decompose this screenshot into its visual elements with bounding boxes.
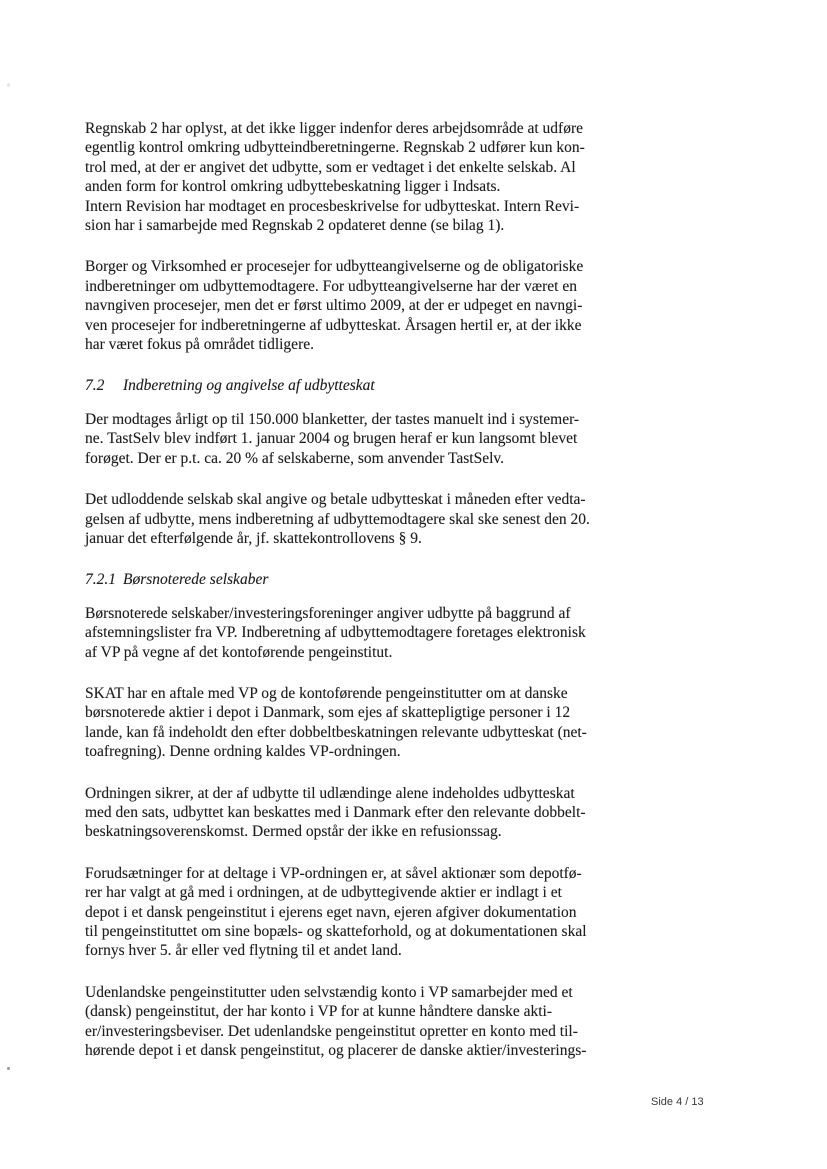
text-line: (dansk) pengeinstitut, der har konto i VP for at kunne håndtere danske akti- [85,1003,553,1021]
text-line: trol med, at der er angivet det udbytte, som er vedtaget i det enkelte selskab. Al [85,158,576,176]
section-heading [85,376,775,395]
paragraph [85,864,775,961]
text-line: ne. TastSelv blev indført 1. januar 2004 og brugen heraf er kun langsomt blevet [85,430,578,448]
paragraph [85,490,775,548]
text-line: sion har i samarbejde med Regnskab 2 opdateret denne (se bilag 1). [85,217,505,235]
text-line: SKAT har en aftale med VP og de kontoførende pengeinstitutter om at danske [85,684,568,702]
text-line: Regnskab 2 har oplyst, at det ikke ligger indenfor deres arbejdsområde at udføre [85,120,583,137]
text-line: hørende depot i et dansk pengeinstitut, og placerer de danske aktier/investerings- [85,1042,587,1060]
text-line: er/investeringsbeviser. Det udenlandske pengeinstitut opretter en konto med til- [85,1022,578,1040]
text-line: Der modtages årligt op til 150.000 blanketter, der tastes manuelt ind i systemer- [85,410,580,428]
text-line: til pengeinstituttet om sine bopæls- og skatteforhold, og at dokumentationen skal [85,923,587,940]
text-line: med den sats, udbyttet kan beskattes med i Danmark efter den relevante dobbelt- [85,803,586,821]
text-line: afstemningslister fra VP. Indberetning af udbyttemodtagere foretages elektronisk [85,624,586,642]
text-line: har været fokus på området tidligere. [85,336,314,354]
paragraph [85,684,775,762]
section-title: Indberetning og angivelse af udbytteskat [123,377,375,395]
text-line: Det udloddende selskab skal angive og betale udbytteskat i måneden efter vedta- [85,491,586,509]
text-line: Borger og Virksomhed er procesejer for udbytteangivelserne og de obligatoriske [85,258,584,276]
section-title: Børsnoterede selskaber [123,571,269,589]
text-line: navngiven procesejer, men det er først ultimo 2009, at der er udpeget en navngi- [85,297,583,315]
paragraph [85,604,775,662]
text-line: Ordningen sikrer, at der af udbytte til udlændinge alene indeholdes udbytteskat [85,784,575,802]
scan-artifact [7,1067,10,1070]
text-line: lande, kan få indeholdt den efter dobbeltbeskatningen relevante udbytteskat (net- [85,723,587,741]
text-line: Børsnoterede selskaber/investeringsforeninger angiver udbytte på baggrund af [85,604,571,622]
text-line: fornys hver 5. år eller ved flytning til et andet land. [85,942,402,960]
text-line: forøget. Der er p.t. ca. 20 % af selskaberne, som anvender TastSelv. [85,449,504,467]
paragraph [85,257,775,354]
scan-artifact [7,83,10,87]
text-line: Intern Revision har modtaget en procesbeskrivelse for udbytteskat. Intern Revi- [85,197,580,215]
paragraph [85,197,775,236]
page-number-footer: Side 4 / 13 [651,1096,704,1108]
text-line: beskatningsoverenskomst. Dermed opstår der ikke en refusionssag. [85,823,502,841]
section-number: 7.2 [85,377,105,395]
text-line: indberetninger om udbyttemodtagere. For udbytteangivelserne har der været en [85,277,577,295]
text-line: gelsen af udbytte, mens indberetning af udbyttemodtagere skal ske senest den 20. [85,510,590,528]
text-line: toafregning). Denne ordning kaldes VP-ordningen. [85,743,401,761]
section-heading [85,570,775,589]
paragraph [85,983,775,1061]
document-body [85,119,775,1082]
text-line: egentlig kontrol omkring udbytteindberetningerne. Regnskab 2 udfører kun kon- [85,139,585,157]
text-line: Udenlandske pengeinstitutter uden selvstændig konto i VP samarbejder med et [85,983,573,1001]
text-line: rer har valgt at gå med i ordningen, at de udbyttegivende aktier er indlagt i et [85,884,562,902]
paragraph [85,784,775,842]
text-line: børsnoterede aktier i depot i Danmark, som ejes af skattepligtige personer i 12 [85,704,571,722]
text-line: depot i et dansk pengeinstitut i ejerens eget navn, ejeren afgiver dokumentation [85,903,577,921]
text-line: Forudsætninger for at deltage i VP-ordningen er, at såvel aktionær som depotfø- [85,864,582,882]
paragraph [85,410,775,468]
text-line: ven procesejer for indberetningerne af udbytteskat. Årsagen hertil er, at der ikke [85,316,582,334]
paragraph [85,119,775,197]
section-number: 7.2.1 [85,571,116,589]
text-line: af VP på vegne af det kontoførende pengeinstitut. [85,643,393,661]
text-line: januar det efterfølgende år, jf. skattekontrollovens § 9. [85,529,422,547]
text-line: anden form for kontrol omkring udbyttebeskatning ligger i Indsats. [85,178,501,196]
